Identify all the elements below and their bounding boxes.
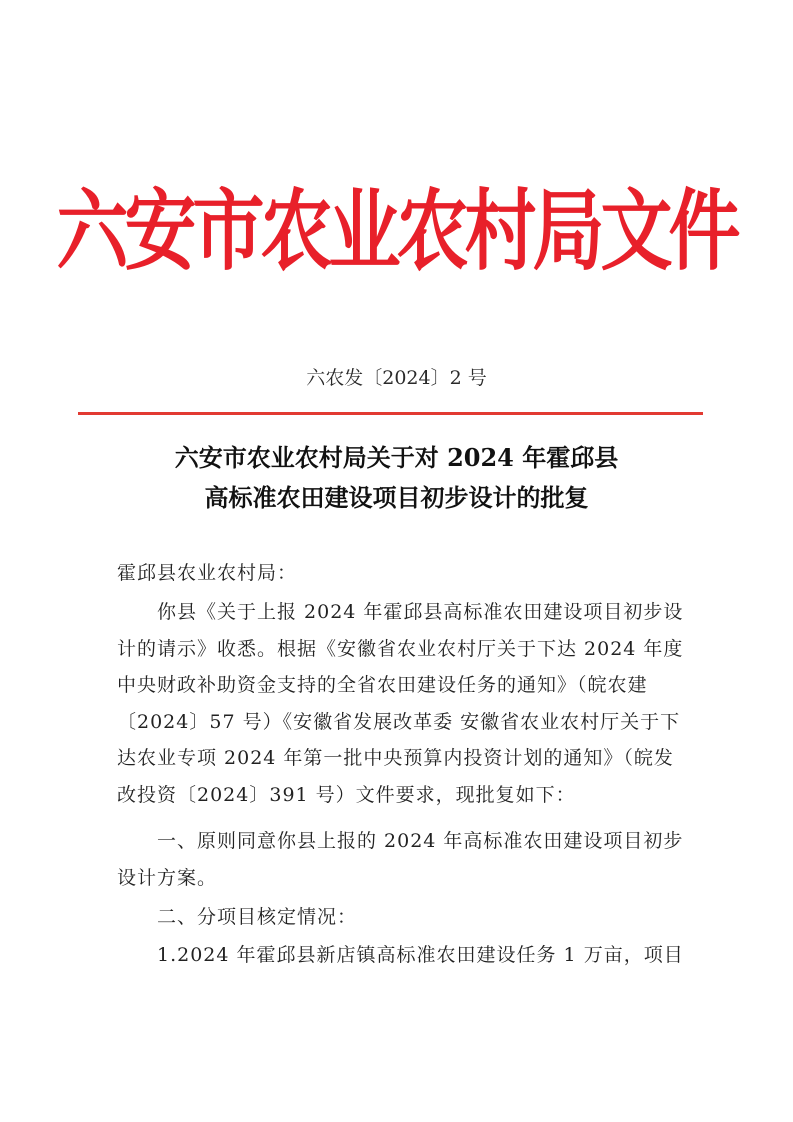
document-title-line-1: 六安市农业农村局关于对 2024 年霍邱县 (174, 443, 619, 472)
paragraph-line: 中央财政补助资金支持的全省农田建设任务的通知》（皖农建 (117, 674, 648, 696)
paragraph-line: 计的请示》收悉。根据《安徽省农业农村厅关于下达 2024 年度 (117, 637, 684, 660)
paragraph-line: 达农业专项 2024 年第一批中央预算内投资计划的通知》（皖发 (117, 747, 674, 769)
paragraph-line: 改投资〔2024〕391 号）文件要求，现批复如下： (117, 783, 576, 806)
document-title-line-2: 高标准农田建设项目初步设计的批复 (204, 483, 589, 512)
paragraph-line: 你县《关于上报 2024 年霍邱县高标准农田建设项目初步设 (117, 601, 684, 623)
paragraph-3 (117, 899, 697, 936)
paragraph-line: 一、原则同意你县上报的 2024 年高标准农田建设项目初步 (117, 830, 684, 852)
paragraph-line: 〔2024〕57 号）《安徽省发展改革委 安徽省农业农村厅关于下 (117, 710, 681, 733)
paragraph-2 (117, 823, 697, 896)
document-number: 六农发〔2024〕2 号 (306, 367, 487, 389)
paragraph-1 (117, 594, 697, 813)
paragraph-4 (117, 937, 697, 974)
paragraph-line: 1.2024 年霍邱县新店镇高标准农田建设任务 1 万亩，项目 (117, 944, 684, 966)
paragraph-line: 设计方案。 (117, 866, 218, 889)
red-divider-line (78, 412, 703, 415)
paragraph-line: 二、分项目核定情况： (117, 906, 358, 928)
masthead-title: 六安市农业农村局文件 (56, 178, 737, 283)
salutation: 霍邱县农业农村局： (117, 562, 298, 584)
